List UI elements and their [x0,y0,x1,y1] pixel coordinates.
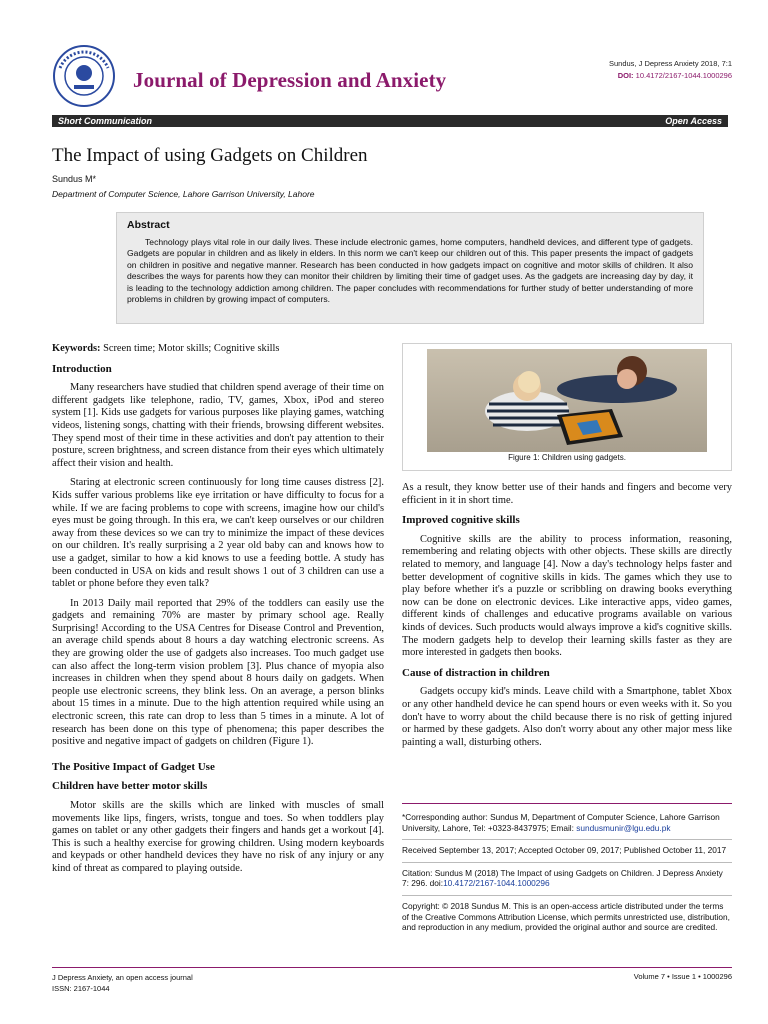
keywords-label: Keywords: [52,343,101,354]
journal-logo [52,44,116,108]
abstract-box [116,212,704,324]
footer-divider [52,967,732,968]
open-access-label: Open Access [665,116,722,126]
abstract-heading: Abstract [127,219,170,231]
dates: Received September 13, 2017; Accepted October 09, 2017; Published October 11, 2017 [402,845,727,856]
notes-divider [402,803,732,804]
positive-impact-heading: The Positive Impact of Gadget Use [52,760,215,773]
corresponding-text: *Corresponding author: Sundus M, Department of Computer Science, Lahore Garrison University, Lahore, Tel: +0323-8437975; Email: [402,812,720,833]
notes-separator [402,839,732,840]
header-citation [609,58,732,82]
citation-doi-link[interactable]: 10.4172/2167-1044.1000296 [443,878,550,889]
figure-caption: Figure 1: Children using gadgets. [508,453,626,462]
motor-skills-heading: Children have better motor skills [52,780,208,793]
footer-volume: Volume 7 • Issue 1 • 1000296 [633,972,732,981]
doi-label: DOI: [617,71,634,80]
intro-paragraph-1: Many researchers have studied that children spend average of their time on different gadgets like telephone, radio, TV, games, Xbox, iPod and stereo system [1]. Kids use gadgets for various purposes like playing games, watching videos, listening songs, chatting with their friends, browsing different websites. They spend most of their time in these activities and don't pay attention to their posture, screen brightness, and screen distance from their eyes which ultimately affect their vision and health. [52,382,384,469]
motor-skills-paragraph: Motor skills are the skills which are linked with muscles of small movements like lips, fingers, wrists, tongue and toes. So when toddlers play games on tablet or any other gadgets their fingers and hands get a workout [4]. This is such a healthy exercise for growing children. Using modern keyboards and keypads or other handheld devices they have no risk of any injury or any kind of threat as compared to playing outside. [52,800,384,874]
abstract-text: Technology plays vital role in our daily lives. These include electronic games, home computers, handheld devices, and different type of gadgets. Gadgets are popular in children and as likely in elders. In this norm we can't keep our children out of this. This paper presents the impact of gadgets on children in positive and negative manner. Research has been conducted in how gadgets impact on cognitive and motor skills of children. It also describes the ways for parents how they can monitor their children by limiting their time of gadget uses. As the gadgets are increasing day by day, it is leading to the technology addiction among children. The paper concludes with recommendations for further study of better understanding of more problems in children by growing impact of computers. [127,237,693,305]
footer-issn: ISSN: 2167-1044 [52,984,110,993]
distraction-heading: Cause of distraction in children [402,666,550,679]
citation-text: Citation: Sundus M (2018) The Impact of using Gadgets on Children. J Depress Anxiety 7: 296. doi: [402,867,723,889]
footer-left [52,972,193,994]
affiliation: Department of Computer Science, Lahore Garrison University, Lahore [52,189,315,199]
footer-journal: J Depress Anxiety, an open access journal [52,973,193,982]
copyright: Copyright: © 2018 Sundus M. This is an open-access article distributed under the terms of the Creative Commons Attribution License, which permits unrestricted use, distribution, and reproduction in any medium, provided the original author and source are credited. [402,900,730,933]
article-type: Short Communication [58,116,152,126]
author: Sundus M* [52,174,97,184]
paper-title: The Impact of using Gadgets on Children [52,145,368,166]
citation-short: Sundus, J Depress Anxiety 2018, 7:1 [609,59,732,68]
left-column [52,343,384,883]
article-notes [402,812,732,939]
intro-paragraph-2: Staring at electronic screen continuously for long time causes distress [2]. Kids suffer various problems like eye irritation or have difficulty to focus for a while. If we are facing problems to cope with screens, imagine how our child's eyes must be going through. In this era, we can't keep ourselves or our children away from these devices so we can try to minimize the impact of these devices on our children. It's really surprising a 2 year old baby can and knows how to use a gadget, similar to how a kid knows to use a feeding bottle. A study has been conducted in USA on kids and result shows 1 out of 3 children can use a tablet or phone before they even talk? [52,477,384,590]
notes-separator [402,895,732,896]
intro-paragraph-3: In 2013 Daily mail reported that 29% of the toddlers can easily use the gadgets and remaining 70% are master by primary school age. Really Surprising! According to the USA Centres for Disease Control and Prevention, an average child spends about 8 hours a day watching electronic screens. As they are growing older the use of gadgets also increases. Too much gadget use can also affect the long-term vision problem [3]. Plus chance of myopia also increases in children when they spend about 8 hours daily on gadgets. When people use electronic screens, they blink less. On an average, a person blinks about 15 times in a minute. Due to the high attention required while using an electronic screen, this rate can drop to less than 5 times in a minute. A lot of research has been done on this type of phenomena; this paper describes the positive and negative impact of gadgets on children (Figure 1). [52,597,384,748]
author-email-link[interactable]: sundusmunir@lgu.edu.pk [576,822,671,833]
cognitive-skills-heading: Improved cognitive skills [402,514,520,527]
intro-heading: Introduction [52,362,112,375]
children-with-tablet-photo [427,349,707,452]
notes-separator [402,862,732,863]
doi-link[interactable]: 10.4172/2167-1044.1000296 [635,71,732,80]
keywords-text: Screen time; Motor skills; Cognitive skills [100,343,280,354]
corresponding-author [402,812,732,833]
journal-title: Journal of Depression and Anxiety [133,68,447,92]
motor-continued-paragraph: As a result, they know better use of their hands and fingers and become very efficient in it in short time. [402,482,732,506]
article-type-bar [52,115,728,127]
right-column [402,482,732,756]
figure-1 [402,343,732,471]
citation [402,868,732,889]
cognitive-skills-paragraph: Cognitive skills are the ability to process information, reasoning, remembering and relating objects with other objects. These skills are directly related to memory, and language [4]. Now a day's technology helps faster and better development of cognitive skills in kids. The games which they use to play before whether it's a puzzle or scribbling on drawing books everything now can be done on electronic devices. Like interactive apps, video games, different kinds of challenges and educative programs available on various kinds of devices. Such products would always improve a kid's cognitive skills. The modern gadgets help to develop their learning skills faster as they are more interested in gadgets then books. [402,533,732,659]
keywords [52,343,384,356]
distraction-paragraph: Gadgets occupy kid's minds. Leave child with a Smartphone, tablet Xbox or any other handheld device he can spend hours or even weeks with it. So you don't have to worry about the child because there is no risk of getting injured or harmed by these gadgets. Also don't worry about any other major mess like painting a wall, disturbing others. [402,686,732,748]
